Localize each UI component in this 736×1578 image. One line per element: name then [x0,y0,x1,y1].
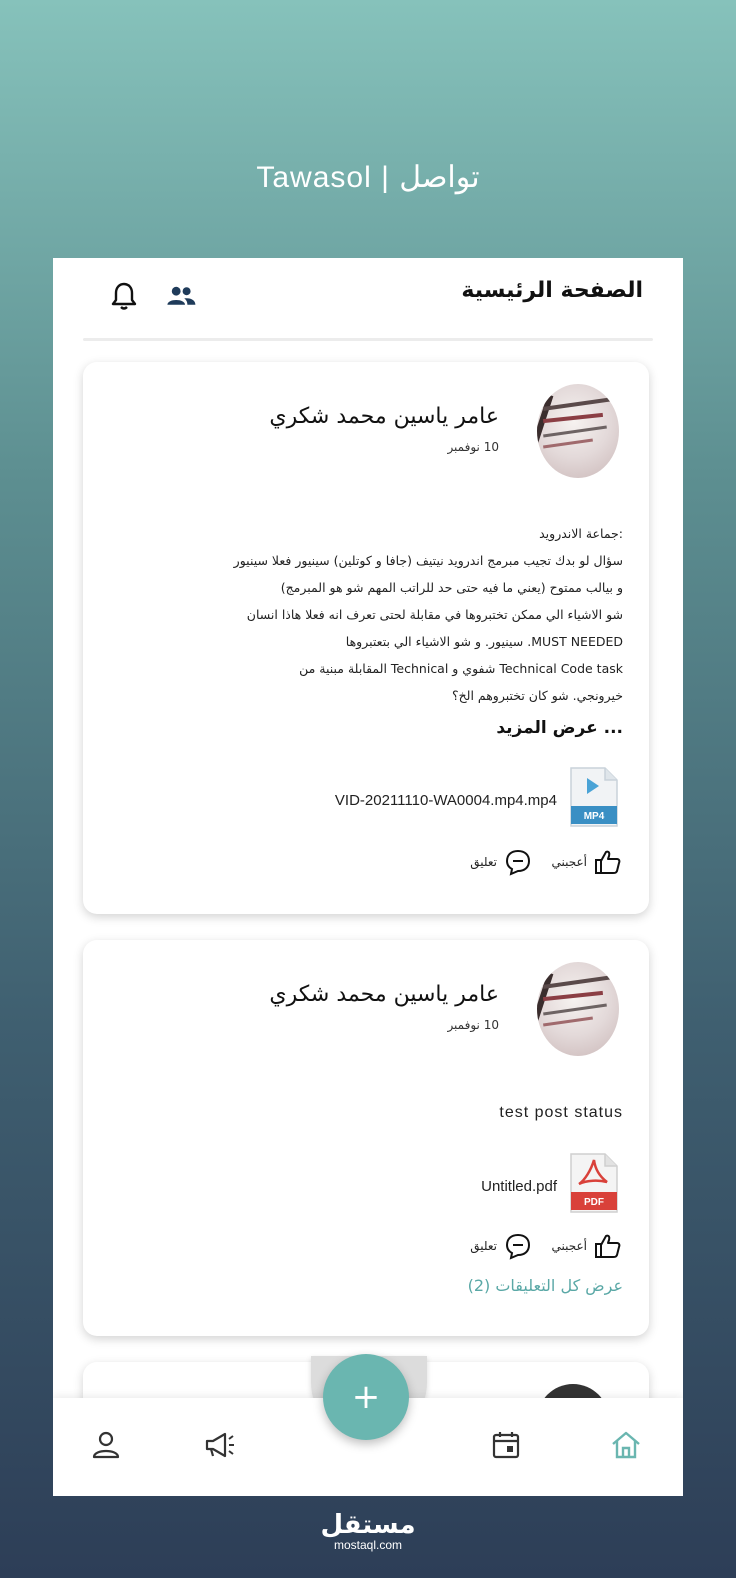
attachment-name[interactable]: Untitled.pdf [481,1178,557,1195]
comment-icon [503,847,533,877]
post-author[interactable]: عامر ياسين محمد شكري [269,404,499,429]
profile-icon[interactable] [89,1428,123,1462]
people-icon[interactable] [165,280,197,312]
home-icon[interactable] [609,1428,643,1462]
post-body-line: شو الاشياء الي ممكن تختبروها في مقابلة لحتى تعرف انه فعلا هاذا انسان [246,607,623,622]
post-actions [403,846,623,878]
page-title: الصفحة الرئيسية [461,278,643,303]
megaphone-icon[interactable] [203,1428,237,1462]
post-date: 10 نوفمبر [447,440,499,454]
post-body-line: و بيالب ممتوح (يعني ما فيه حتى حد للراتب المهم شو هو المبرمج) [280,580,623,595]
post-body [123,520,623,709]
comment-label: تعليق [470,855,497,869]
mp4-label: MP4 [583,811,605,822]
phone-screen [53,258,683,1496]
add-post-button[interactable]: + [323,1354,409,1440]
post-body-line: Technical Code task شفوي و Technical المقابلة مبنية من [299,661,623,676]
avatar[interactable] [537,384,619,478]
like-button[interactable] [552,846,623,878]
like-button[interactable] [552,1230,623,1262]
comment-label: تعليق [470,1239,497,1253]
top-header [53,258,683,338]
watermark-arabic: مستقل [320,1510,416,1540]
post-status: test post status [499,1104,623,1121]
app-title: Tawasol | تواصل [256,161,480,194]
post-body-line: MUST NEEDED. سينيور. و شو الاشياء الي بتعتبروها [345,634,623,649]
comment-button[interactable] [470,846,533,878]
pdf-label: PDF [584,1197,604,1208]
calendar-icon[interactable] [489,1428,523,1462]
post-author[interactable]: عامر ياسين محمد شكري [269,982,499,1007]
post-body-line: سؤال لو بدك تجيب مبرمج اندرويد نيتيف (جافا و كوتلين) سينيور فعلا سينيور [233,553,623,568]
bell-icon[interactable] [108,280,140,312]
attachment-name[interactable]: VID-20211110-WA0004.mp4.mp4 [334,792,557,809]
watermark-latin: mostaql.com [333,1538,403,1552]
like-label: أعجبني [551,855,587,869]
post-card [83,940,649,1336]
thumbs-up-icon [593,847,623,877]
post-card [83,362,649,914]
view-all-comments-link[interactable]: عرض كل التعليقات (2) [467,1276,623,1295]
avatar[interactable] [537,962,619,1056]
mp4-file-icon[interactable] [569,766,619,828]
show-more-link[interactable]: ... عرض المزيد [496,718,623,738]
post-body-line: :جماعة الاندرويد [539,526,623,541]
post-date: 10 نوفمبر [447,1018,499,1032]
post-actions [403,1230,623,1262]
post-body-line: خيرونجي. شو كان تختبروهم الخ؟ [451,688,623,703]
like-label: أعجبني [551,1239,587,1253]
header-divider [83,338,653,341]
comment-button[interactable] [470,1230,533,1262]
comment-icon [503,1231,533,1261]
pdf-file-icon[interactable] [569,1152,619,1214]
thumbs-up-icon [593,1231,623,1261]
watermark [0,1510,736,1552]
